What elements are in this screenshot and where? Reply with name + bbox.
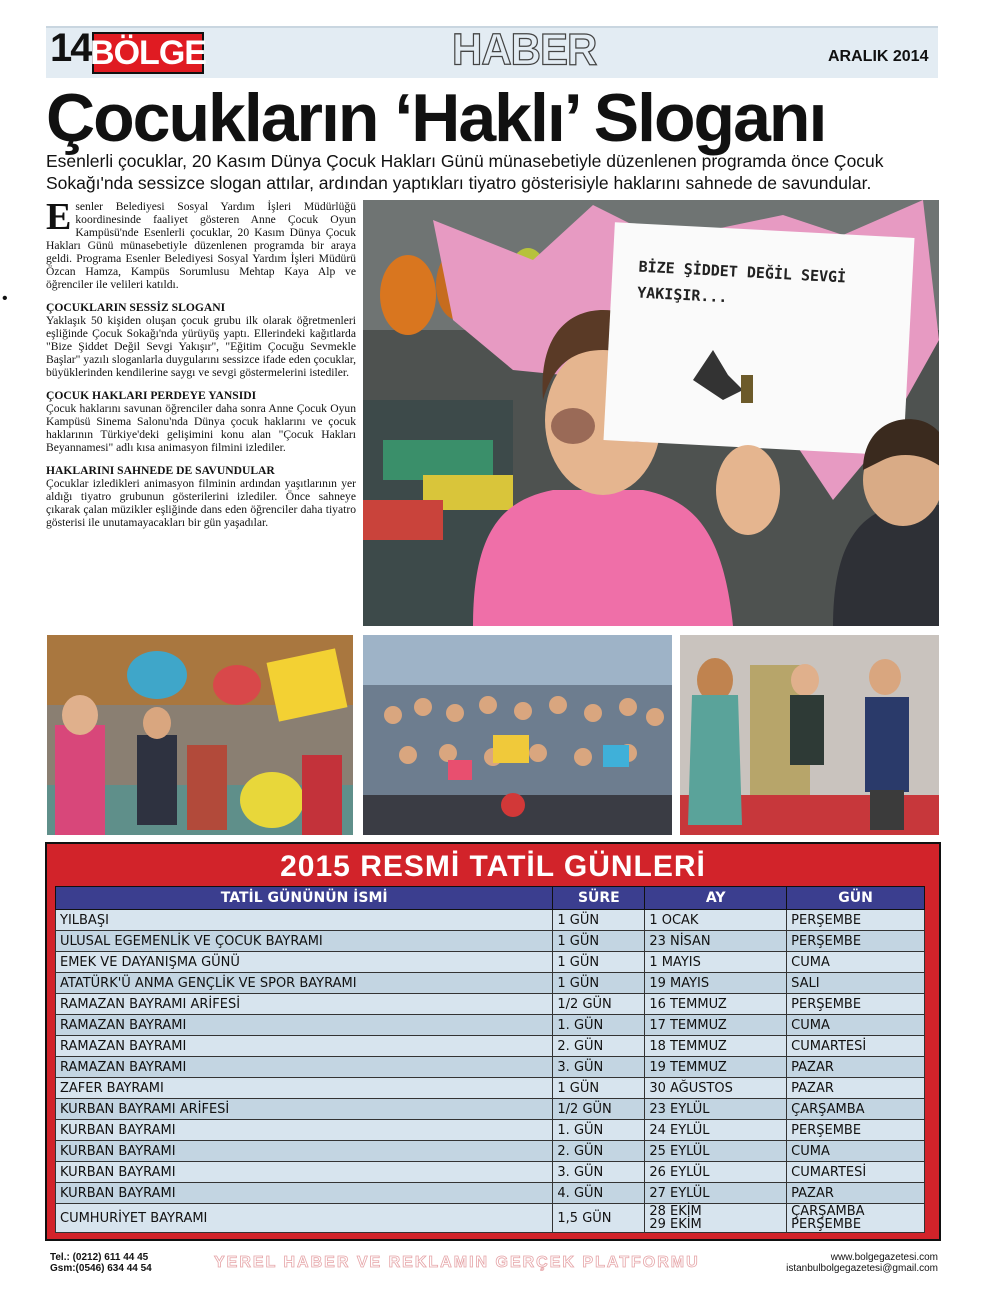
holiday-date: 23 EYLÜL <box>645 1099 787 1120</box>
stage-photo-illustration <box>680 635 939 835</box>
holiday-name: ZAFER BAYRAMI <box>56 1078 553 1099</box>
holiday-weekday: PAZAR <box>787 1078 925 1099</box>
article-headline: Çocukların ‘Haklı’ Sloganı <box>46 80 826 156</box>
footer-slogan: YEREL HABER VE REKLAMIN GERÇEK PLATFORMU <box>214 1254 700 1271</box>
holiday-duration: 1. GÜN <box>553 1015 645 1036</box>
column-header: SÜRE <box>553 887 645 910</box>
holiday-duration: 1 GÜN <box>553 910 645 931</box>
holiday-duration: 3. GÜN <box>553 1162 645 1183</box>
footer-contact <box>50 1252 152 1274</box>
table-row <box>56 1162 925 1183</box>
table-row <box>56 1120 925 1141</box>
parade-photo-illustration <box>47 635 353 835</box>
table-row <box>56 1141 925 1162</box>
holiday-date: 19 TEMMUZ <box>645 1057 787 1078</box>
holiday-date: 1 OCAK <box>645 910 787 931</box>
table-row <box>56 1099 925 1120</box>
table-row <box>56 1036 925 1057</box>
holiday-duration: 1 GÜN <box>553 952 645 973</box>
parade-photo <box>47 635 353 835</box>
footer-gsm: Gsm:(0546) 634 44 54 <box>50 1263 152 1274</box>
holiday-duration: 1,5 GÜN <box>553 1204 645 1233</box>
holiday-date-line: 29 EKİM <box>649 1217 702 1232</box>
table-row <box>56 1183 925 1204</box>
section-text: Yaklaşık 50 kişiden oluşan çocuk grubu ilk olarak öğretmenleri eşliğinde Çocuk Sokağı'nda yürüyüş yaptı. Ellerindeki kağıtlarda "Bize Şiddet Değil Sevgi Yakışır", "Eğitim Çocuğu Sevmekle Başlar" yazılı sloganlarla duygularını sessizce ifade eden çocuklar, büyüklerinden kendilerine saygı ve sevgi göstermelerini istediler. <box>46 314 356 379</box>
holiday-duration: 1/2 GÜN <box>553 1099 645 1120</box>
holiday-duration: 2. GÜN <box>553 1036 645 1057</box>
holiday-date: 26 EYLÜL <box>645 1162 787 1183</box>
holiday-name: KURBAN BAYRAMI ARİFESİ <box>56 1099 553 1120</box>
issue-date: ARALIK 2014 <box>828 48 929 65</box>
holiday-table <box>55 886 925 1233</box>
holiday-table-title: 2015 RESMİ TATİL GÜNLERİ <box>280 850 706 883</box>
footer-links <box>780 1252 938 1274</box>
holiday-date <box>645 1204 787 1233</box>
holiday-weekday: PERŞEMBE <box>787 1120 925 1141</box>
table-row <box>56 952 925 973</box>
main-photo <box>363 200 939 626</box>
section-label: HABER <box>452 24 597 75</box>
column-header: AY <box>645 887 787 910</box>
section-heading: ÇOCUK HAKLARI PERDEYE YANSIDI <box>46 389 257 402</box>
holiday-weekday: PERŞEMBE <box>787 931 925 952</box>
intro-text: senler Belediyesi Sosyal Yardım İşleri Müdürlüğü koordinesinde faaliyet gösteren Anne Çocuk Oyun Kampüsü'nde Esenlerli çocuklar, 20 Kasım Dünya Çocuk Hakları Günü münasebetiyle düzenlenen programda bir araya geldi. Programa Esenler Belediyesi Sosyal Yardım İşleri Müdürü Özcan Hamza, Kampüs Sorumlusu Mehtap Kaya Alp ve öğrenciler ile velileri katıldı. <box>46 200 356 291</box>
holiday-weekday: CUMARTESİ <box>787 1162 925 1183</box>
theater-group-photo <box>363 635 672 835</box>
holiday-name: YILBAŞI <box>56 910 553 931</box>
section-heading: HAKLARINI SAHNEDE DE SAVUNDULAR <box>46 464 275 477</box>
holiday-weekday-line: ÇARŞAMBA <box>791 1204 865 1219</box>
section-heading: ÇOCUKLARIN SESSİZ SLOGANI <box>46 301 226 314</box>
table-row <box>56 1078 925 1099</box>
holiday-date: 23 NİSAN <box>645 931 787 952</box>
newspaper-logo[interactable] <box>92 32 204 74</box>
table-row <box>56 931 925 952</box>
holiday-weekday: PERŞEMBE <box>787 994 925 1015</box>
holiday-duration: 1 GÜN <box>553 931 645 952</box>
holiday-name: KURBAN BAYRAMI <box>56 1162 553 1183</box>
holiday-weekday: PAZAR <box>787 1057 925 1078</box>
section-text: Çocuklar izledikleri animasyon filminin ardından yaşıtlarının yer aldığı tiyatro grubunun gösterilerini izlediler. Önce sahneye çıkarak çalan müzikler eşliğinde dans eden öğrenciler daha tiyatro gösterisi ile unutamayacakları bir gün yaşadılar. <box>46 477 356 529</box>
section-text: Çocuk haklarını savunan öğrenciler daha sonra Anne Çocuk Oyun Kampüsü Sinema Salonu'nda Dünya çocuk haklarını ve çocuk haklarının Türkiye'deki gelişimini konu alan "Çocuk Hakları Beyannamesi" adlı kısa animasyon filmini izlediler. <box>46 402 356 454</box>
table-row <box>56 910 925 931</box>
holiday-name: CUMHURİYET BAYRAMI <box>56 1204 553 1233</box>
holiday-weekday: CUMA <box>787 1015 925 1036</box>
holiday-date: 16 TEMMUZ <box>645 994 787 1015</box>
main-photo-illustration <box>363 200 939 626</box>
holiday-duration: 1 GÜN <box>553 973 645 994</box>
holiday-weekday: CUMA <box>787 1141 925 1162</box>
holiday-date: 17 TEMMUZ <box>645 1015 787 1036</box>
footer-tel: Tel.: (0212) 611 44 45 <box>50 1252 149 1263</box>
table-row <box>56 973 925 994</box>
article-body <box>46 196 356 539</box>
holiday-table-box <box>45 842 941 1241</box>
holiday-date-line: 28 EKİM <box>649 1204 702 1219</box>
holiday-weekday: SALI <box>787 973 925 994</box>
table-row <box>56 1204 925 1233</box>
holiday-weekday <box>787 1204 925 1233</box>
holiday-weekday: PERŞEMBE <box>787 910 925 931</box>
page-number: 14 <box>50 26 91 70</box>
holiday-duration: 1/2 GÜN <box>553 994 645 1015</box>
holiday-name: RAMAZAN BAYRAMI <box>56 1015 553 1036</box>
holiday-name: KURBAN BAYRAMI <box>56 1120 553 1141</box>
holiday-name: RAMAZAN BAYRAMI <box>56 1057 553 1078</box>
logo-text: BÖLGE <box>90 33 206 72</box>
footer-website[interactable]: www.bolgegazetesi.com <box>830 1252 938 1263</box>
stage-photo <box>680 635 939 835</box>
holiday-name: EMEK VE DAYANIŞMA GÜNÜ <box>56 952 553 973</box>
holiday-date: 25 EYLÜL <box>645 1141 787 1162</box>
theater-group-photo-illustration <box>363 635 672 835</box>
intro-paragraph <box>46 196 356 291</box>
holiday-date: 30 AĞUSTOS <box>645 1078 787 1099</box>
holiday-weekday: PAZAR <box>787 1183 925 1204</box>
holiday-name: RAMAZAN BAYRAMI <box>56 1036 553 1057</box>
holiday-duration: 2. GÜN <box>553 1141 645 1162</box>
column-header: TATİL GÜNÜNÜN İSMİ <box>56 887 553 910</box>
table-row <box>56 1015 925 1036</box>
holiday-name: KURBAN BAYRAMI <box>56 1141 553 1162</box>
table-row <box>56 1057 925 1078</box>
table-row <box>56 994 925 1015</box>
holiday-name: ULUSAL EGEMENLİK VE ÇOCUK BAYRAMI <box>56 931 553 952</box>
holiday-date: 18 TEMMUZ <box>645 1036 787 1057</box>
holiday-date: 19 MAYIS <box>645 973 787 994</box>
holiday-name: KURBAN BAYRAMI <box>56 1183 553 1204</box>
holiday-name: ATATÜRK'Ü ANMA GENÇLİK VE SPOR BAYRAMI <box>56 973 553 994</box>
article-subhead: Esenlerli çocuklar, 20 Kasım Dünya Çocuk Hakları Günü münasebetiyle düzenlenen programda önce Çocuk Sokağı'nda sessizce slogan attılar, ardından yaptıkları tiyatro gösterisiyle haklarını sahnede de savundular. <box>46 151 884 193</box>
holiday-weekday: CUMA <box>787 952 925 973</box>
holiday-duration: 1. GÜN <box>553 1120 645 1141</box>
dropcap: E <box>46 196 72 238</box>
holiday-date: 27 EYLÜL <box>645 1183 787 1204</box>
holiday-duration: 3. GÜN <box>553 1057 645 1078</box>
table-header-row <box>56 887 925 910</box>
holiday-weekday: ÇARŞAMBA <box>787 1099 925 1120</box>
photo-sign-line2: YAKIŞIR... <box>636 283 728 307</box>
column-header: GÜN <box>787 887 925 910</box>
footer-email[interactable]: istanbulbolgegazetesi@gmail.com <box>786 1263 938 1274</box>
holiday-weekday-line: PERŞEMBE <box>791 1217 862 1232</box>
holiday-duration: 4. GÜN <box>553 1183 645 1204</box>
holiday-duration: 1 GÜN <box>553 1078 645 1099</box>
holiday-date: 1 MAYIS <box>645 952 787 973</box>
photo-sign-line1: BİZE ŞİDDET DEĞİL SEVGİ <box>638 257 847 287</box>
margin-dot: • <box>2 290 8 307</box>
holiday-name: RAMAZAN BAYRAMI ARİFESİ <box>56 994 553 1015</box>
holiday-date: 24 EYLÜL <box>645 1120 787 1141</box>
holiday-weekday: CUMARTESİ <box>787 1036 925 1057</box>
